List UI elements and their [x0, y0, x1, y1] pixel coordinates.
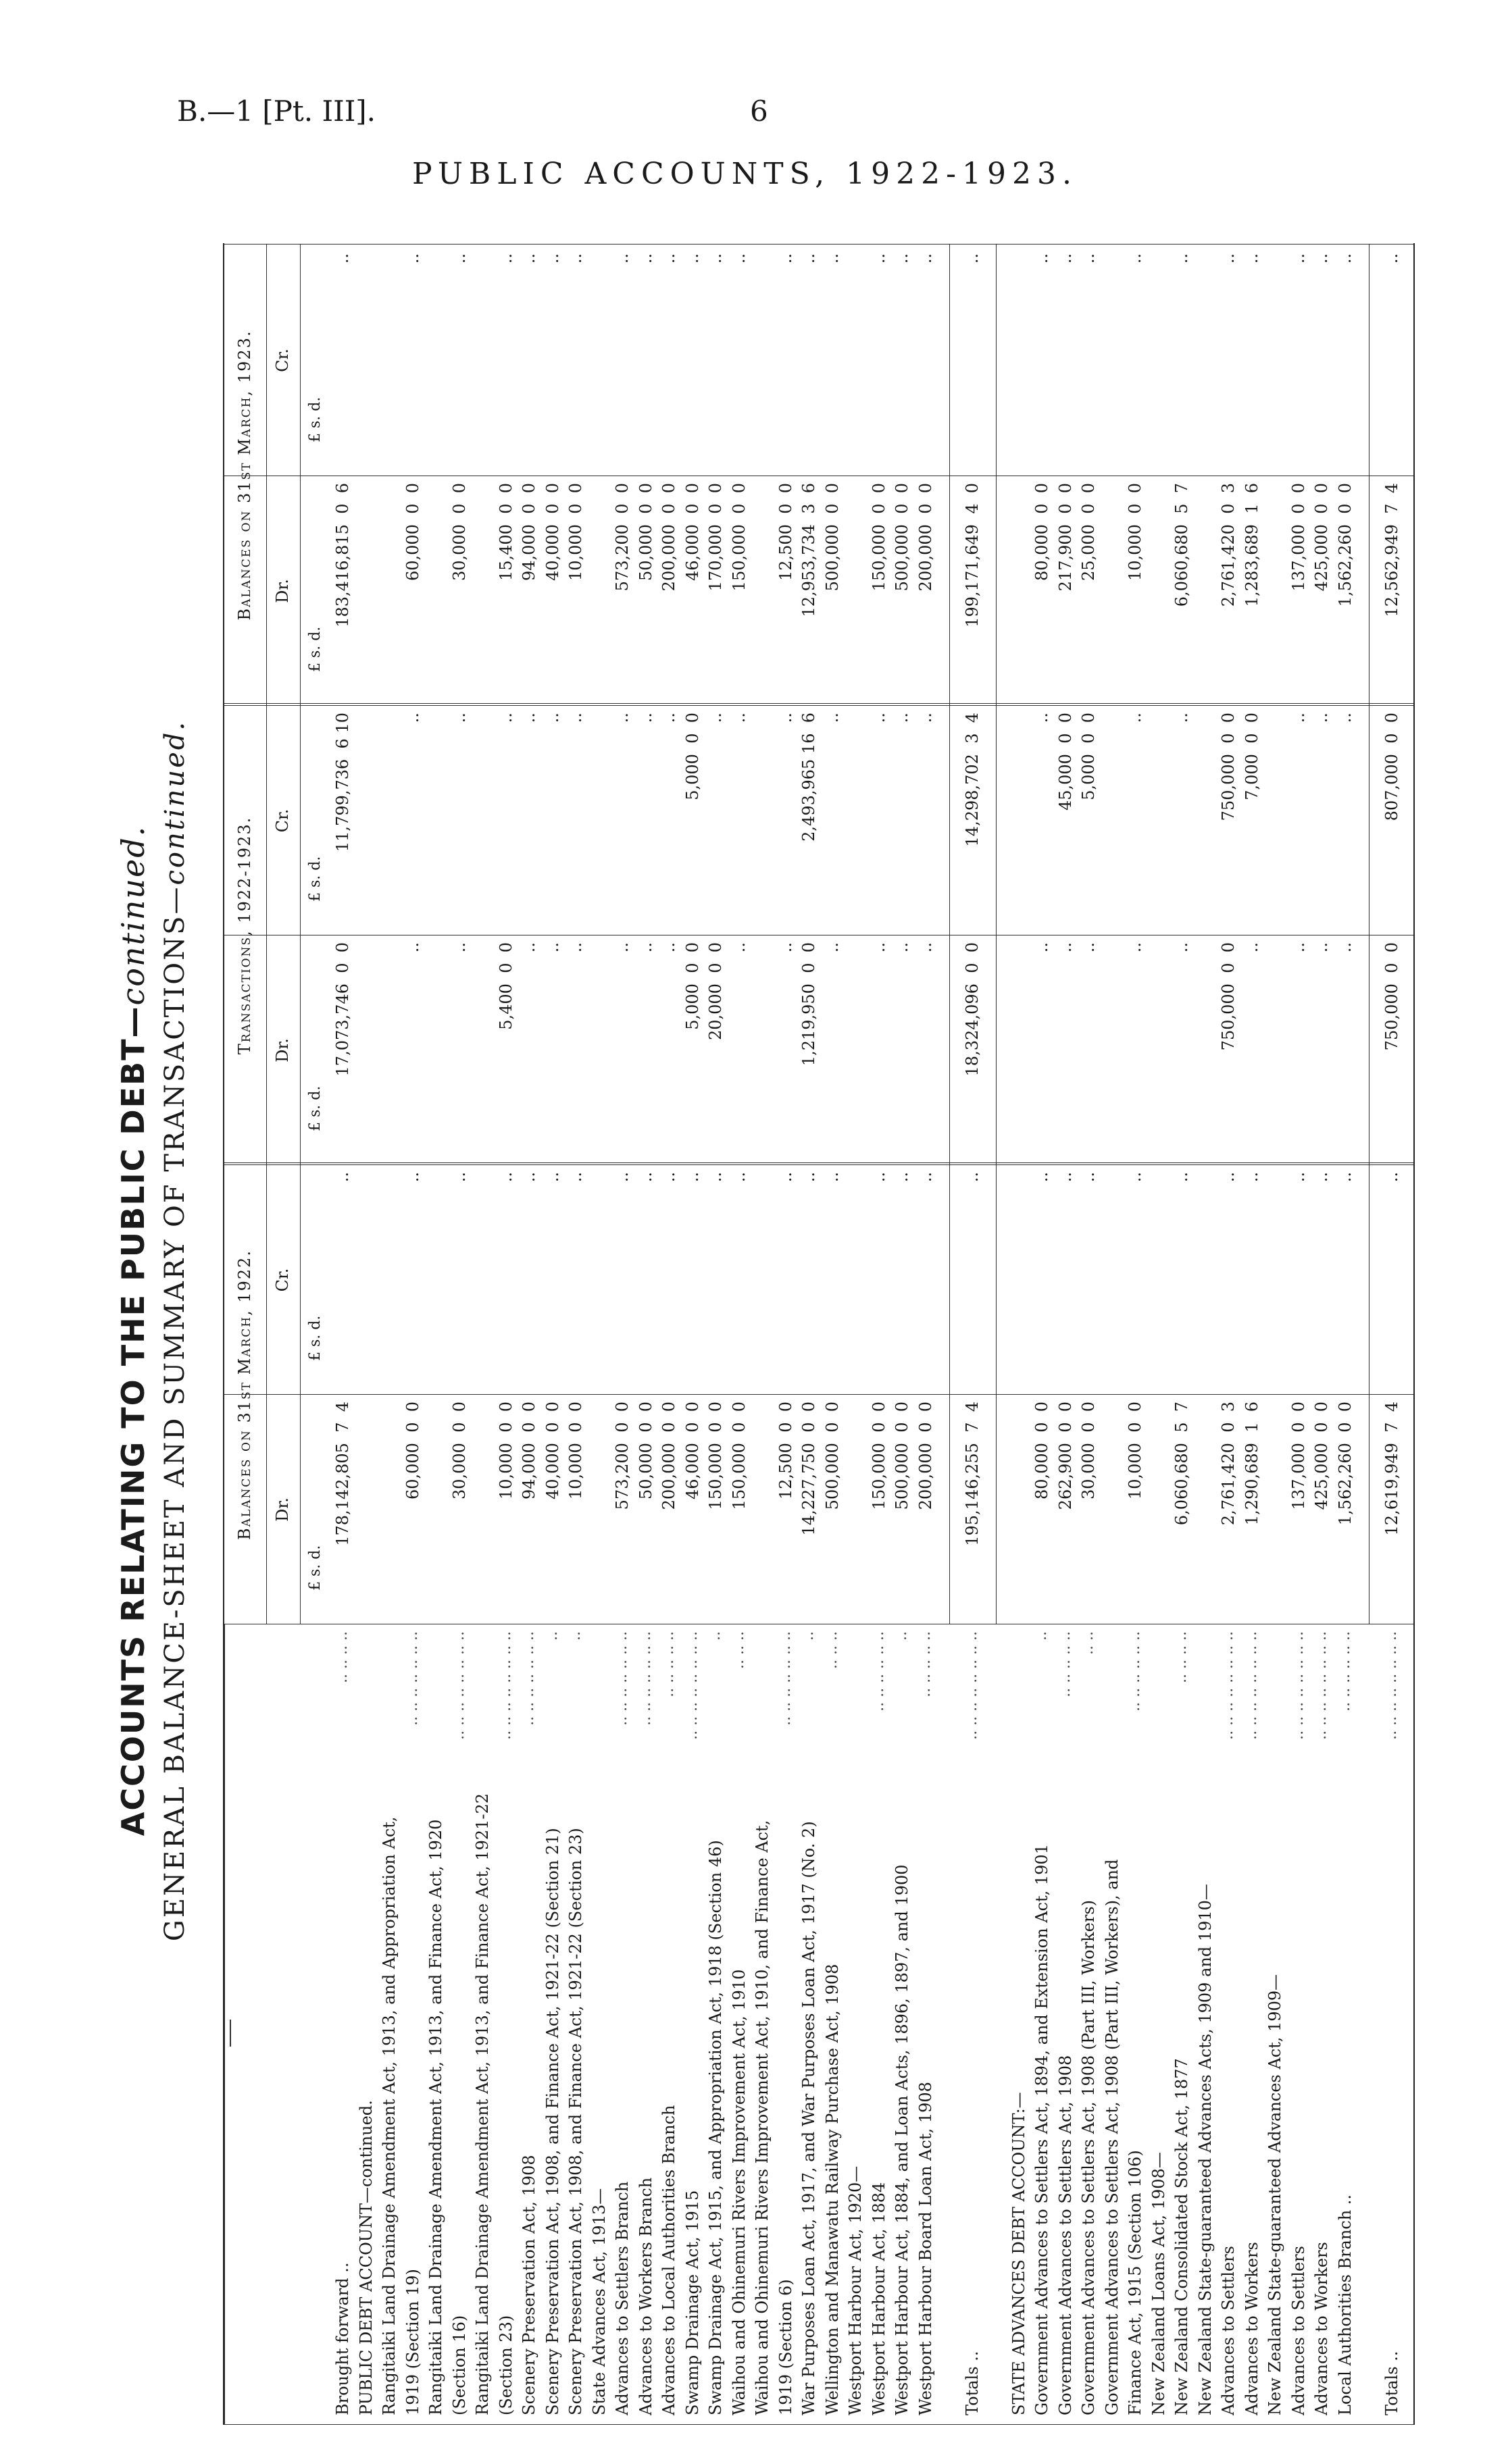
row-label: Westport Harbour Board Loan Act, 1908	[915, 2082, 935, 2415]
cell-t-dr: 20,000 0 0	[706, 942, 725, 1041]
cell-t-dr: ..	[1242, 942, 1261, 953]
cell-b22-cr: ..	[893, 1172, 911, 1183]
row-label: New Zealand Consolidated Stock Act, 1877	[1172, 2058, 1191, 2415]
cell-b23-cr: ..	[659, 253, 678, 264]
cell-b22-dr: 150,000 0 0	[869, 1402, 888, 1510]
cell-b22-dr: 6,060,680 5 7	[1172, 1402, 1191, 1526]
leader-dots: .. .. .. .. .. .. .. ..	[1313, 1631, 1330, 1740]
leader-dots: .. .. .. .. .. .. .. ..	[1382, 1631, 1400, 1740]
row-label: Rangitaiki Land Drainage Amendment Act, 1913, and Finance Act, 1921-22	[473, 1793, 492, 2415]
leader-dots: .. .. .. .. .. .. ..	[776, 1631, 794, 1726]
leader-dots: ..	[1033, 1631, 1050, 1641]
cell-t-cr: ..	[403, 713, 422, 723]
cell-b23-dr: 200,000 0 0	[659, 483, 678, 592]
row-label: Finance Act, 1915 (Section 106)	[1126, 2150, 1145, 2415]
cell-b23-cr: ..	[333, 253, 352, 264]
cell-b22-dr: 46,000 0 0	[682, 1402, 702, 1500]
col-cr: Cr.	[273, 1268, 292, 1292]
cell-t-dr: ..	[1288, 942, 1308, 953]
cell-b23-dr: 500,000 0 0	[893, 483, 911, 592]
cell-b23-dr: 30,000 0 0	[449, 483, 469, 582]
leader-dots: ..	[707, 1631, 724, 1641]
cell-b23-dr: 170,000 0 0	[706, 483, 725, 592]
cell-b23-cr: ..	[1126, 253, 1145, 264]
leader-dots: .. .. .. .. .. ..	[1336, 1631, 1353, 1712]
cell-t-cr: ..	[520, 713, 538, 723]
cell-b23-dr: 183,416,815 0 6	[333, 483, 352, 627]
cell-b22-cr: ..	[613, 1172, 632, 1183]
cell-t-cr: ..	[706, 713, 725, 723]
cell-b22-dr: 200,000 0 0	[915, 1402, 935, 1510]
cell-b22-cr: ..	[333, 1172, 352, 1183]
cell-t-dr: ..	[729, 942, 749, 953]
cell-b23-cr: ..	[1055, 253, 1075, 264]
cell-b23-dr: 150,000 0 0	[869, 483, 888, 592]
leader-dots: .. .. .. .. .. .. .. ..	[1220, 1631, 1236, 1740]
cell-t-cr: ..	[566, 713, 585, 723]
cell-b22-dr: 500,000 0 0	[822, 1402, 842, 1510]
page-number: 6	[750, 95, 768, 128]
cell-b23-dr: 200,000 0 0	[915, 483, 935, 592]
cell-b23-dr: 500,000 0 0	[822, 483, 842, 592]
leader-dots: .. ..	[1080, 1631, 1097, 1655]
cell-b23-cr: ..	[1219, 253, 1238, 264]
cell-b22-dr: 573,200 0 0	[613, 1402, 632, 1510]
cell-b23-dr: 12,500 0 0	[776, 483, 795, 582]
row-label: Advances to Settlers Branch	[613, 2181, 632, 2415]
cell-b23-cr: ..	[822, 253, 842, 264]
currency-marker: £ s. d.	[307, 396, 324, 442]
cell-b23-dr: 137,000 0 0	[1288, 483, 1308, 592]
currency-marker: £ s. d.	[307, 1315, 324, 1361]
row-label: 1919 (Section 6)	[776, 2279, 795, 2415]
cell-b22-cr: ..	[520, 1172, 538, 1183]
row-label: Advances to Workers	[1312, 2242, 1331, 2415]
row-label: Advances to Settlers	[1288, 2246, 1308, 2415]
leader-dots: .. .. .. .. .. .. .. ..	[497, 1631, 514, 1740]
cell-t-cr: ..	[776, 713, 795, 723]
cell-b23-cr: ..	[449, 253, 469, 264]
cell-b23-cr: ..	[613, 253, 632, 264]
cell-t-cr: 2,493,965 16 6	[799, 713, 818, 842]
column-rule	[224, 1162, 1413, 1165]
header-rule	[224, 1624, 225, 2425]
cell-b23-cr: ..	[962, 253, 982, 264]
cell-b22-cr: ..	[1055, 1172, 1075, 1183]
cell-b23-cr: ..	[1288, 253, 1308, 264]
cell-t-dr: 750,000 0 0	[1219, 942, 1238, 1051]
col-dr: Dr.	[273, 579, 292, 603]
row-label: Scenery Preservation Act, 1908	[520, 2155, 538, 2415]
leader-dots: .. .. .. .. .. .. ..	[520, 1631, 537, 1726]
leader-dots: .. .. .. .. .. .. .. ..	[963, 1631, 980, 1740]
leader-dots: .. .. .. .. .. .. .. ..	[1242, 1631, 1260, 1740]
col-dr: Dr.	[273, 1497, 292, 1522]
cell-b23-dr: 60,000 0 0	[403, 483, 422, 582]
leader-dots: .. .. .. .. ..	[1056, 1631, 1074, 1697]
cell-b23-dr: 94,000 0 0	[520, 483, 538, 582]
cell-t-dr: ..	[822, 942, 842, 953]
cell-t-dr: ..	[1126, 942, 1145, 953]
row-label: Waihou and Ohinemuri Rivers Improvement Act, 1910	[729, 1969, 749, 2415]
leader-dots: ..	[543, 1631, 561, 1641]
table-edge	[224, 244, 1413, 245]
cell-t-cr: 5,000 0 0	[682, 713, 702, 800]
cell-b22-dr: 94,000 0 0	[520, 1402, 538, 1500]
leader-dots: .. .. .. .. .. .. ..	[636, 1631, 654, 1726]
cell-t-cr: ..	[543, 713, 562, 723]
cell-b22-cr: ..	[1312, 1172, 1331, 1183]
cell-t-dr: ..	[543, 942, 562, 953]
cell-b22-dr: 10,000 0 0	[566, 1402, 585, 1500]
cell-t-cr: ..	[1126, 713, 1145, 723]
row-label: Westport Harbour Act, 1920—	[846, 2165, 865, 2415]
column-rule	[224, 1394, 1413, 1395]
leader-dots: .. .. .. ..	[334, 1631, 351, 1683]
cell-b22-dr: 10,000 0 0	[496, 1402, 516, 1500]
cell-b22-dr: 1,562,260 0 0	[1335, 1402, 1355, 1526]
cell-t-cr: ..	[1288, 713, 1308, 723]
cell-b22-cr: ..	[1032, 1172, 1051, 1183]
cell-t-dr: 1,219,950 0 0	[799, 942, 818, 1067]
cell-b23-cr: ..	[496, 253, 516, 264]
cell-t-cr: ..	[613, 713, 632, 723]
cell-b23-cr: ..	[1335, 253, 1355, 264]
cell-b22-dr: 40,000 0 0	[543, 1402, 562, 1500]
cell-t-cr: ..	[822, 713, 842, 723]
cell-b23-cr: ..	[520, 253, 538, 264]
cell-b23-cr: ..	[543, 253, 562, 264]
cell-t-cr: ..	[1032, 713, 1051, 723]
cell-b23-cr: ..	[1079, 253, 1098, 264]
cell-t-dr: ..	[776, 942, 795, 953]
row-label: Government Advances to Settlers Act, 1894, and Extension Act, 1901	[1032, 1844, 1051, 2415]
row-label: Totals ..	[1382, 2351, 1401, 2415]
cell-t-dr: ..	[449, 942, 469, 953]
running-title: PUBLIC ACCOUNTS, 1922-1923.	[412, 157, 1078, 191]
leader-dots: .. .. .. .. ..	[916, 1631, 934, 1697]
cell-b22-cr: ..	[566, 1172, 585, 1183]
cell-t-dr: 5,400 0 0	[496, 942, 516, 1030]
leader-dots: .. .. .. .. .. .. ..	[403, 1631, 421, 1726]
cell-t-dr: ..	[915, 942, 935, 953]
cell-t-dr: ..	[403, 942, 422, 953]
cell-b22-cr: ..	[1242, 1172, 1261, 1183]
cell-b22-dr: 137,000 0 0	[1288, 1402, 1308, 1510]
cell-b22-cr: ..	[543, 1172, 562, 1183]
totals-rule	[996, 245, 997, 1624]
cell-t-dr: ..	[1172, 942, 1191, 953]
cell-b22-cr: ..	[729, 1172, 749, 1183]
cell-b22-dr: 10,000 0 0	[1126, 1402, 1145, 1500]
cell-b23-dr: 25,000 0 0	[1079, 483, 1098, 582]
cell-t-dr: ..	[1079, 942, 1098, 953]
row-label: New Zealand State-guaranteed Advances Act, 1909—	[1265, 1974, 1284, 2415]
leader-dots: ..	[893, 1631, 910, 1641]
leader-dots: .. .. .. .. .. .. ..	[613, 1631, 630, 1726]
cell-b22-dr: 30,000 0 0	[449, 1402, 469, 1500]
balance-sheet-table	[223, 243, 1415, 2425]
cell-b23-cr: ..	[566, 253, 585, 264]
cell-b22-cr: ..	[869, 1172, 888, 1183]
cell-b22-dr: 2,761,420 0 3	[1219, 1402, 1238, 1526]
cell-b23-cr: ..	[915, 253, 935, 264]
row-label: Government Advances to Settlers Act, 1908 (Part III, Workers)	[1079, 1900, 1098, 2415]
cell-t-cr: ..	[659, 713, 678, 723]
cell-b22-cr: ..	[682, 1172, 702, 1183]
cell-t-dr: 5,000 0 0	[682, 942, 702, 1030]
cell-b23-cr: ..	[1172, 253, 1191, 264]
cell-t-dr: ..	[1055, 942, 1075, 953]
col-dr: Dr.	[273, 1038, 292, 1062]
cell-t-dr: ..	[1032, 942, 1051, 953]
cell-b23-cr: ..	[869, 253, 888, 264]
row-label: State Advances Act, 1913—	[589, 2188, 609, 2415]
cell-b23-dr: 80,000 0 0	[1032, 483, 1051, 582]
leader-dots: .. .. .. .. ..	[660, 1631, 677, 1697]
cell-b22-cr: ..	[776, 1172, 795, 1183]
cell-t-cr: 14,298,702 3 4	[962, 713, 982, 847]
cell-t-cr: ..	[729, 713, 749, 723]
cell-b22-cr: ..	[496, 1172, 516, 1183]
cell-b22-cr: ..	[1172, 1172, 1191, 1183]
cell-b23-cr: ..	[1032, 253, 1051, 264]
cell-b23-cr: ..	[729, 253, 749, 264]
cell-t-dr: ..	[566, 942, 585, 953]
cell-t-dr: 750,000 0 0	[1382, 942, 1401, 1051]
cell-b22-dr: 178,142,805 7 4	[333, 1402, 352, 1546]
row-label: (Section 16)	[449, 2315, 469, 2415]
cell-b22-cr: ..	[799, 1172, 818, 1183]
cell-b22-dr: 12,500 0 0	[776, 1402, 795, 1500]
cell-b23-cr: ..	[636, 253, 655, 264]
row-label: Advances to Settlers	[1219, 2246, 1238, 2415]
leader-dots: .. .. .. .. .. .. .. ..	[450, 1631, 468, 1740]
cell-b23-dr: 12,562,949 7 4	[1382, 483, 1401, 617]
leader-dots: .. .. .. .. .. .. .. ..	[683, 1631, 701, 1740]
totals-rule	[949, 245, 950, 1624]
document-reference: B.—1 [Pt. III].	[177, 95, 376, 128]
cell-b23-dr: 425,000 0 0	[1312, 483, 1331, 592]
cell-t-dr: ..	[893, 942, 911, 953]
cell-b23-cr: ..	[1382, 253, 1401, 264]
row-label: Scenery Preservation Act, 1908, and Finance Act, 1921-22 (Section 21)	[543, 1828, 562, 2415]
cell-b22-cr: ..	[1288, 1172, 1308, 1183]
row-label: 1919 (Section 19)	[403, 2269, 422, 2415]
cell-t-dr: 18,324,096 0 0	[962, 942, 982, 1077]
cell-b22-dr: 500,000 0 0	[893, 1402, 911, 1510]
row-label: Rangitaiki Land Drainage Amendment Act, 1913, and Appropriation Act,	[380, 1816, 399, 2415]
row-label: Advances to Local Authorities Branch	[659, 2105, 678, 2415]
row-label: Advances to Workers Branch	[636, 2177, 655, 2415]
cell-t-dr: ..	[659, 942, 678, 953]
cell-b22-cr: ..	[659, 1172, 678, 1183]
cell-t-cr: 807,000 0 0	[1382, 713, 1401, 821]
cell-b23-dr: 15,400 0 0	[496, 483, 516, 582]
cell-b22-cr: ..	[449, 1172, 469, 1183]
cell-t-cr: 7,000 0 0	[1242, 713, 1261, 800]
cell-t-dr: ..	[869, 942, 888, 953]
cell-t-cr: ..	[893, 713, 911, 723]
table-title: ACCOUNTS RELATING TO THE PUBLIC DEBT—continued.	[115, 825, 151, 1837]
column-rule	[224, 703, 1413, 706]
cell-b23-cr: ..	[706, 253, 725, 264]
cell-b22-cr: ..	[636, 1172, 655, 1183]
cell-b23-dr: 1,562,260 0 0	[1335, 483, 1355, 607]
cell-b22-cr: ..	[1335, 1172, 1355, 1183]
row-label: (Section 23)	[496, 2315, 516, 2415]
row-label: Government Advances to Settlers Act, 1908 (Part III, Workers), and	[1102, 1859, 1122, 2415]
cell-b22-cr: ..	[1079, 1172, 1098, 1183]
leader-dots: .. .. ..	[730, 1631, 747, 1669]
group-heading-transactions: Transactions, 1922-1923.	[235, 816, 254, 1055]
cell-b22-cr: ..	[915, 1172, 935, 1183]
cell-t-cr: ..	[1312, 713, 1331, 723]
cell-b23-dr: 199,171,649 4 0	[962, 483, 982, 627]
cell-b22-dr: 195,146,255 7 4	[962, 1402, 982, 1546]
cell-t-dr: 17,073,746 0 0	[333, 942, 352, 1077]
row-label: Local Authorities Branch ..	[1335, 2194, 1355, 2415]
row-label: PUBLIC DEBT ACCOUNT—continued.	[356, 2100, 376, 2415]
cell-b22-dr: 12,619,949 7 4	[1382, 1402, 1401, 1536]
cell-t-dr: ..	[520, 942, 538, 953]
cell-b22-cr: ..	[1382, 1172, 1401, 1183]
cell-b22-dr: 150,000 0 0	[729, 1402, 749, 1510]
cell-t-cr: ..	[869, 713, 888, 723]
cell-b23-cr: ..	[403, 253, 422, 264]
cell-b23-cr: ..	[893, 253, 911, 264]
cell-b23-dr: 2,761,420 0 3	[1219, 483, 1238, 607]
cell-b23-cr: ..	[1242, 253, 1261, 264]
cell-b22-dr: 50,000 0 0	[636, 1402, 655, 1500]
cell-b22-dr: 262,900 0 0	[1055, 1402, 1075, 1510]
col-cr: Cr.	[273, 349, 292, 372]
cell-b23-cr: ..	[682, 253, 702, 264]
leader-dots: .. .. .. .. .. ..	[870, 1631, 887, 1712]
cell-b23-dr: 150,000 0 0	[729, 483, 749, 592]
cell-b22-cr: ..	[403, 1172, 422, 1183]
cell-b23-dr: 10,000 0 0	[566, 483, 585, 582]
cell-b22-dr: 200,000 0 0	[659, 1402, 678, 1510]
cell-t-cr: ..	[496, 713, 516, 723]
table-edge	[224, 2424, 1413, 2425]
row-label: Westport Harbour Act, 1884	[869, 2182, 888, 2415]
cell-t-cr: ..	[449, 713, 469, 723]
cell-b22-cr: ..	[822, 1172, 842, 1183]
col-cr: Cr.	[273, 808, 292, 833]
row-label: New Zealand Loans Act, 1908—	[1149, 2152, 1168, 2415]
cell-b23-dr: 6,060,680 5 7	[1172, 483, 1191, 607]
cell-t-cr: ..	[915, 713, 935, 723]
row-label: Totals ..	[962, 2351, 982, 2415]
row-label: Scenery Preservation Act, 1908, and Finance Act, 1921-22 (Section 23)	[566, 1828, 585, 2415]
header-rule	[300, 245, 301, 1624]
row-label: Westport Harbour Act, 1884, and Loan Acts, 1896, 1897, and 1900	[893, 1864, 911, 2415]
group-heading-balances-1922: Balances on 31st March, 1922.	[235, 1249, 254, 1541]
row-label: Swamp Drainage Act, 1915, and Appropriation Act, 1918 (Section 46)	[706, 1840, 725, 2415]
leader-dots: ..	[800, 1631, 817, 1641]
leader-dots: ..	[567, 1631, 584, 1641]
cell-t-cr: ..	[1335, 713, 1355, 723]
leader-dots: .. .. ..	[823, 1631, 840, 1669]
cell-b22-cr: ..	[706, 1172, 725, 1183]
cell-t-cr: 11,799,736 6 10	[333, 713, 352, 852]
cell-b22-cr: ..	[1219, 1172, 1238, 1183]
leader-dots: .. .. .. .. .. ..	[1126, 1631, 1143, 1712]
cell-t-dr: ..	[636, 942, 655, 953]
rotated-table-region	[108, 230, 1432, 2432]
currency-marker: £ s. d.	[307, 1545, 324, 1591]
cell-t-cr: ..	[636, 713, 655, 723]
leader-dots: .. .. .. ..	[1173, 1631, 1190, 1683]
row-label: Swamp Drainage Act, 1915	[682, 2190, 702, 2415]
cell-b22-dr: 150,000 0 0	[706, 1402, 725, 1510]
row-label: War Purposes Loan Act, 1917, and War Purposes Loan Act, 1917 (No. 2)	[799, 1821, 818, 2415]
cell-t-dr: ..	[1312, 942, 1331, 953]
group-heading-balances-1923: Balances on 31st March, 1923.	[235, 330, 254, 621]
row-label: Brought forward ..	[333, 2262, 352, 2415]
cell-b22-dr: 1,290,689 1 6	[1242, 1402, 1261, 1526]
header-rule	[266, 245, 267, 1624]
cell-b23-cr: ..	[799, 253, 818, 264]
cell-t-cr: 45,000 0 0	[1055, 713, 1075, 811]
cell-t-cr: 5,000 0 0	[1079, 713, 1098, 800]
cell-b23-dr: 40,000 0 0	[543, 483, 562, 582]
cell-t-cr: ..	[1172, 713, 1191, 723]
cell-b22-dr: 60,000 0 0	[403, 1402, 422, 1500]
row-label: Government Advances to Settlers Act, 1908	[1055, 2055, 1075, 2415]
currency-marker: £ s. d.	[307, 1085, 324, 1131]
cell-b22-cr: ..	[962, 1172, 982, 1183]
cell-b23-dr: 1,283,689 1 6	[1242, 483, 1261, 607]
cell-b22-cr: ..	[1126, 1172, 1145, 1183]
cell-t-cr: 750,000 0 0	[1219, 713, 1238, 821]
cell-b23-dr: 50,000 0 0	[636, 483, 655, 582]
row-label: Advances to Workers	[1242, 2242, 1261, 2415]
stub-dash	[230, 2020, 231, 2047]
leader-dots: .. .. .. .. .. .. .. ..	[1289, 1631, 1307, 1740]
row-label: Waihou and Ohinemuri Rivers Improvement Act, 1910, and Finance Act,	[753, 1820, 772, 2415]
cell-b22-dr: 14,227,750 0 0	[799, 1402, 818, 1536]
cell-b23-dr: 573,200 0 0	[613, 483, 632, 592]
cell-b23-cr: ..	[776, 253, 795, 264]
cell-b23-dr: 12,953,734 3 6	[799, 483, 818, 617]
table-subtitle: GENERAL BALANCE-SHEET AND SUMMARY OF TRANSACTIONS—continued.	[159, 719, 191, 1942]
cell-b23-cr: ..	[1312, 253, 1331, 264]
row-label: Rangitaiki Land Drainage Amendment Act, 1913, and Finance Act, 1920	[426, 1819, 445, 2415]
cell-b22-dr: 80,000 0 0	[1032, 1402, 1051, 1500]
cell-b23-dr: 10,000 0 0	[1126, 483, 1145, 582]
cell-t-dr: ..	[613, 942, 632, 953]
currency-marker: £ s. d.	[307, 626, 324, 672]
currency-marker: £ s. d.	[307, 856, 324, 902]
cell-b22-dr: 30,000 0 0	[1079, 1402, 1098, 1500]
cell-b23-dr: 217,900 0 0	[1055, 483, 1075, 592]
cell-b23-dr: 46,000 0 0	[682, 483, 702, 582]
cell-t-dr: ..	[1335, 942, 1355, 953]
row-label: STATE ADVANCES DEBT ACCOUNT:—	[1009, 2092, 1028, 2415]
row-label: Wellington and Manawatu Railway Purchase Act, 1908	[822, 1964, 842, 2415]
row-label: New Zealand State-guaranteed Advances Acts, 1909 and 1910—	[1195, 1884, 1215, 2415]
cell-b22-dr: 425,000 0 0	[1312, 1402, 1331, 1510]
